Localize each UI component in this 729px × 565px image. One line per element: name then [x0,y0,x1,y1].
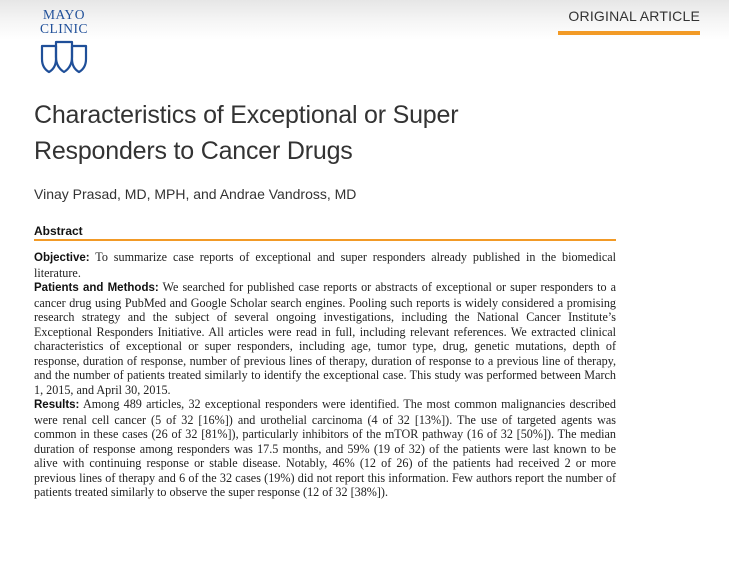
results-label: Results: [34,399,80,411]
results-text: Among 489 articles, 32 exceptional responders were identified. The most common malignancies described were renal cell cancer (5 of 32 [16%]) and urothelial carcinoma (4 of 32 [13%]). The use of targeted agents was common in these cases (26 of 32 [81%]), particularly inhibitors of the mTOR pathway (16 of 32 [50%]). The median duration of response among responders was 17.5 months, and 59% (19 of 32) of the patients were last known to be alive with continuing response or stable disease. Notably, 46% (12 of 26) of the patients had received 2 or more previous lines of therapy and 6 of the 32 cases (19%) did not report this information. Few authors report the number of patients treated similarly to observe the super response (12 of 32 [38%]). [34,397,616,499]
objective-label: Objective: [34,252,90,264]
section-label: ORIGINAL ARTICLE [568,8,700,24]
methods-label: Patients and Methods: [34,282,159,294]
results-paragraph [34,397,616,500]
methods-text: We searched for published case reports or abstracts of exceptional or super responders to a cancer drug using PubMed and Google Scholar search engines. Pooling such reports is widely considered a promising research strategy and the subject of several ongoing investigations, including the National Cancer Institute’s Exceptional Responders Initiative. All articles were read in full, including relevant references. We extracted clinical characteristics of exceptional or super responders, including age, tumor type, drug, genetic mutations, depth of response, duration of response, number of previous lines of therapy, duration of response to a previous line of therapy, and the number of patients treated similarly to identify the exceptional case. This study was performed between March 1, 2015, and April 30, 2015. [34,280,616,397]
author-list: Vinay Prasad, MD, MPH, and Andrae Vandross, MD [34,186,357,202]
logo-word-mayo: MAYO [42,7,85,22]
section-label-underline [558,31,700,35]
abstract-heading: Abstract [34,224,83,238]
objective-text: To summarize case reports of exceptional and super responders already published in the biomedical literature. [34,250,616,280]
mayo-clinic-logo[interactable] [36,8,92,36]
article-title: Characteristics of Exceptional or Super Responders to Cancer Drugs [34,101,459,165]
abstract-divider [34,239,616,241]
abstract-body [34,250,616,500]
methods-paragraph [34,280,616,397]
logo-word-clinic: CLINIC [40,21,88,36]
objective-paragraph [34,250,616,280]
three-shields-icon [40,40,88,74]
